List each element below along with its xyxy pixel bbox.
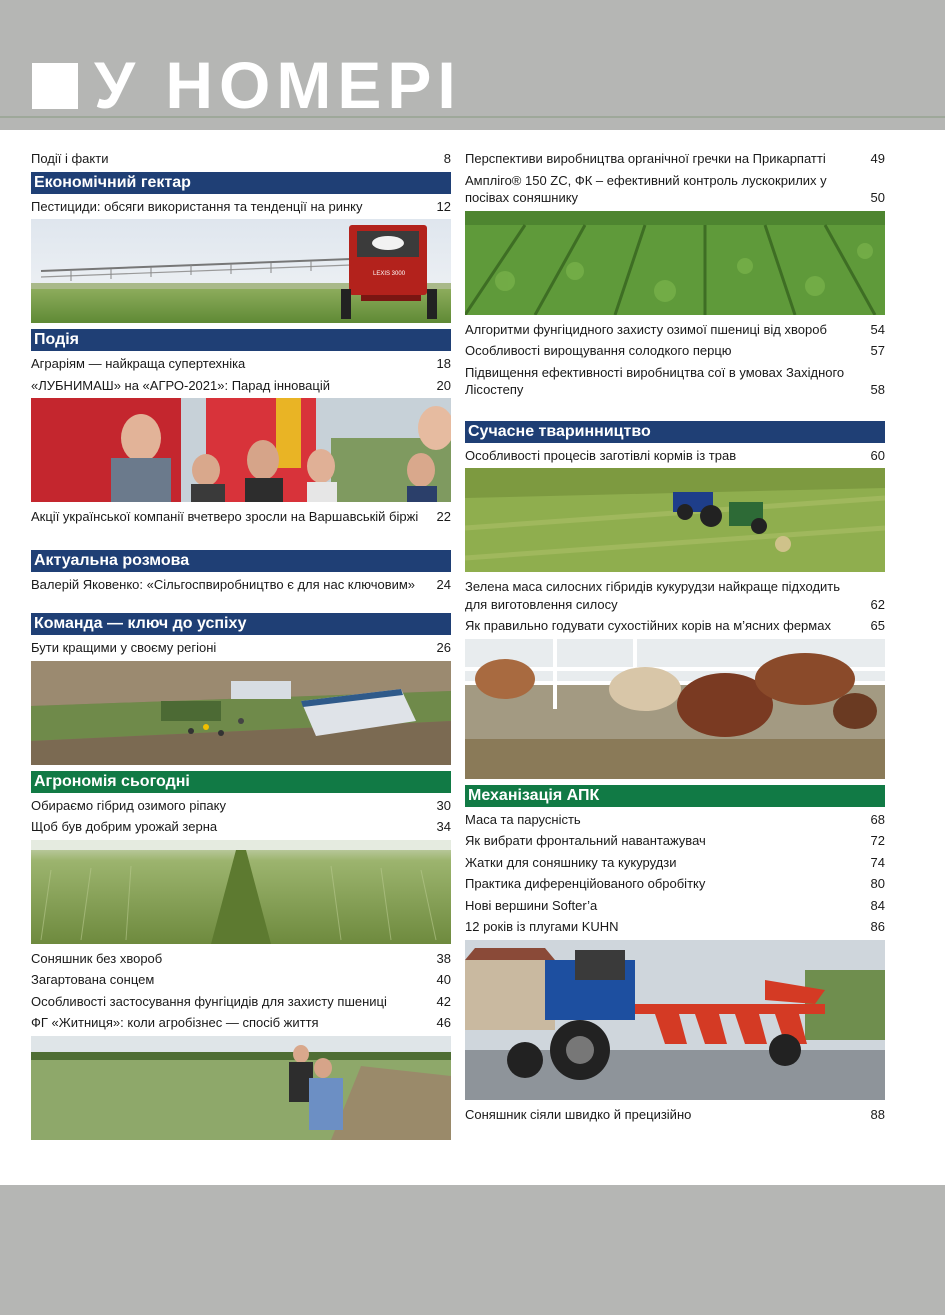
entry-page: 38 xyxy=(436,950,451,966)
entry-title: Зелена маса силосних гібридів кукурудзи найкраще підходить для виготовлення силосу xyxy=(465,579,841,612)
toc-entry[interactable] xyxy=(465,342,885,360)
entry-page: 57 xyxy=(870,343,885,358)
entry-title: Події і факти xyxy=(31,151,109,166)
toc-entry[interactable] xyxy=(465,150,885,168)
cattle-feeding-photo xyxy=(465,639,885,779)
entry-title: Щоб був добрим урожай зерна xyxy=(31,819,218,834)
toc-entry[interactable] xyxy=(31,797,451,815)
section-header: Подія xyxy=(31,329,451,351)
tractor-baler-photo xyxy=(465,468,885,572)
entry-page: 74 xyxy=(870,854,885,870)
entry-title: Маса та парусність xyxy=(465,811,581,827)
page-header xyxy=(0,0,945,130)
entry-page: 72 xyxy=(870,833,885,848)
entry-page: 34 xyxy=(436,819,451,834)
entry-title: ФГ «Житниця»: коли агробізнес — спосіб життя xyxy=(31,1015,319,1030)
entry-page: 60 xyxy=(870,447,885,463)
entry-title: Пестициди: обсяги використання та тенденції на ринку xyxy=(31,198,363,214)
entry-title: Як правильно годувати сухостійних корів на м’ясних фермах xyxy=(465,618,831,633)
toc-entry[interactable] xyxy=(31,355,451,373)
entry-title: Загартована сонцем xyxy=(31,972,155,987)
toc-entry[interactable] xyxy=(465,854,885,872)
entry-page: 40 xyxy=(436,972,451,987)
toc-entry[interactable] xyxy=(31,377,451,395)
entry-page: 88 xyxy=(870,1106,885,1122)
entry-title: Акції української компанії вчетверо зросли на Варшавській біржі xyxy=(31,509,419,524)
page-title: У НОМЕРІ xyxy=(94,48,462,122)
section-header: Сучасне тваринництво xyxy=(465,421,885,443)
entry-page: 22 xyxy=(436,509,451,524)
entry-title: Ампліго® 150 ZC, ФК – ефективний контроль лускокрилих у посівах соняшнику xyxy=(465,172,827,205)
section-header: Агрономія сьогодні xyxy=(31,771,451,793)
crop-rows-photo xyxy=(465,211,885,315)
section-header: Механізація АПК xyxy=(465,785,885,807)
entry-title: 12 років із плугами KUHN xyxy=(465,919,619,934)
header-square-icon xyxy=(32,63,78,109)
entry-page: 65 xyxy=(870,618,885,633)
entry-page: 20 xyxy=(436,377,451,393)
toc-entry[interactable] xyxy=(31,971,451,989)
entry-title: Обираємо гібрид озимого ріпаку xyxy=(31,797,226,813)
field-inspection-photo xyxy=(31,1036,451,1140)
entry-page: 24 xyxy=(436,576,451,592)
toc-entry[interactable] xyxy=(31,150,451,168)
toc-entry[interactable] xyxy=(465,811,885,829)
entry-title: Практика диференційованого обробітку xyxy=(465,876,706,891)
page-footer xyxy=(0,1185,945,1315)
toc-entry[interactable] xyxy=(465,172,885,207)
entry-title: Нові вершини Softer’a xyxy=(465,897,598,913)
entry-page: 30 xyxy=(436,797,451,813)
section-header: Економічний гектар xyxy=(31,172,451,194)
entry-page: 58 xyxy=(870,382,885,397)
toc-entry[interactable] xyxy=(31,198,451,216)
entry-page: 49 xyxy=(870,151,885,166)
entry-title: Перспективи виробництва органічної гречки на Прикарпатті xyxy=(465,151,826,166)
entry-page: 54 xyxy=(870,321,885,337)
sprayer-photo xyxy=(31,219,451,323)
entry-page: 26 xyxy=(436,640,451,655)
toc-entry[interactable] xyxy=(31,639,451,657)
entry-title: Жатки для соняшнику та кукурудзи xyxy=(465,854,677,870)
toc-left-column xyxy=(31,150,451,1146)
toc-entry[interactable] xyxy=(31,508,451,526)
toc-entry[interactable] xyxy=(465,364,885,399)
toc-entry[interactable] xyxy=(465,832,885,850)
toc-entry[interactable] xyxy=(465,1106,885,1124)
toc-entry[interactable] xyxy=(465,918,885,936)
entry-title: Соняшник сіяли швидко й прецизійно xyxy=(465,1106,692,1122)
toc-entry[interactable] xyxy=(31,1014,451,1032)
entry-title: Особливості процесів заготівлі кормів із трав xyxy=(465,447,737,463)
toc-entry[interactable] xyxy=(465,875,885,893)
entry-title: Підвищення ефективності виробництва сої в умовах Західного Лісостепу xyxy=(465,364,845,397)
toc-entry[interactable] xyxy=(31,950,451,968)
toc-entry[interactable] xyxy=(31,576,451,594)
entry-page: 8 xyxy=(443,151,451,166)
entry-page: 80 xyxy=(870,876,885,891)
wheat-field-photo xyxy=(31,840,451,944)
toc-entry[interactable] xyxy=(465,578,885,613)
section-header: Актуальна розмова xyxy=(31,550,451,572)
toc-right-column xyxy=(465,150,885,1127)
farm-aerial-photo xyxy=(31,661,451,765)
exhibition-people-photo xyxy=(31,398,451,502)
entry-title: «ЛУБНИМАШ» на «АГРО-2021»: Парад інновацій xyxy=(31,377,330,393)
entry-title: Бути кращими у своєму регіоні xyxy=(31,640,217,655)
entry-page: 84 xyxy=(870,897,885,913)
entry-title: Аграріям — найкраща супертехніка xyxy=(31,356,246,371)
entry-page: 62 xyxy=(870,596,885,612)
entry-page: 50 xyxy=(870,190,885,205)
toc-entry[interactable] xyxy=(465,447,885,465)
tractor-plough-photo xyxy=(465,940,885,1100)
toc-entry[interactable] xyxy=(465,321,885,339)
toc-entry[interactable] xyxy=(31,818,451,836)
entry-page: 12 xyxy=(436,198,451,214)
entry-page: 86 xyxy=(870,919,885,934)
entry-title: Особливості вирощування солодкого перцю xyxy=(465,343,732,358)
entry-page: 68 xyxy=(870,811,885,827)
section-header: Команда — ключ до успіху xyxy=(31,613,451,635)
entry-title: Алгоритми фунгіцидного захисту озимої пшениці від хвороб xyxy=(465,321,827,337)
entry-page: 42 xyxy=(436,993,451,1009)
toc-entry[interactable] xyxy=(31,993,451,1011)
entry-title: Соняшник без хвороб xyxy=(31,950,163,966)
toc-entry[interactable] xyxy=(465,617,885,635)
entry-title: Як вибрати фронтальний навантажувач xyxy=(465,833,706,848)
entry-page: 46 xyxy=(436,1015,451,1030)
entry-title: Валерій Яковенко: «Сільгоспвиробництво є для нас ключовим» xyxy=(31,576,416,592)
sprayer-brand-text: LEXIS 3000 xyxy=(373,271,406,277)
entry-page: 18 xyxy=(436,356,451,371)
toc-entry[interactable] xyxy=(465,897,885,915)
entry-title: Особливості застосування фунгіцидів для захисту пшениці xyxy=(31,993,387,1009)
